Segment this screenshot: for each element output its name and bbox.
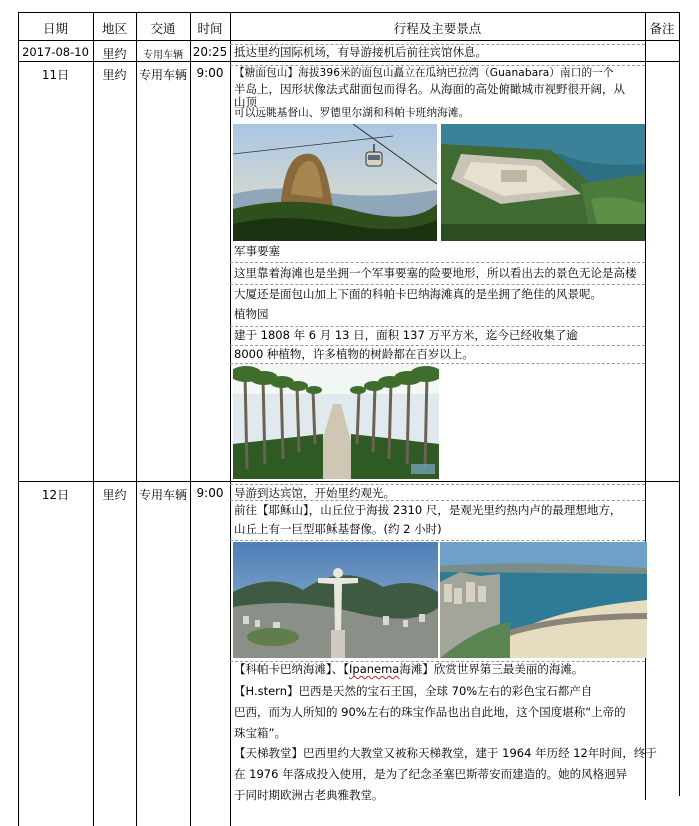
fort-title: 军事要塞 [234, 244, 280, 258]
fort-text-line: 大厦还是面包山加上下面的科帕卡巴纳海滩真的是坐拥了绝佳的风景呢。 [234, 287, 602, 301]
sugarloaf-text-line: 山顶 [234, 95, 257, 109]
text-guide-line [230, 284, 645, 285]
military-fort-photo [441, 124, 645, 241]
header-time: 时间 [197, 21, 223, 36]
beach-line-prefix: 【科帕卡巴纳海滩】、【 [234, 662, 349, 676]
row2-date: 11日 [41, 68, 70, 82]
hstern-text-line: 珠宝箱”。 [234, 726, 286, 740]
beach-line [234, 662, 583, 676]
header-date: 日期 [42, 21, 68, 36]
row-divider [18, 481, 680, 482]
garden-text-line: 建于 1808 年 6 月 13 日，面积 137 万平方米，迄今已经收集了逾 [234, 328, 578, 342]
row3-date: 12日 [41, 488, 70, 502]
sugarloaf-text-line: 半岛上，因形状像法式甜面包而得名。从海面的高处俯瞰城市视野很开阔，从 [234, 82, 625, 96]
text-guide-line [230, 345, 645, 346]
corcovado-text-line: 前往【耶稣山】，山丘位于海拔 2310 尺，是观光里约热内卢的最理想地方， [234, 503, 622, 517]
row3-time: 9:00 [196, 486, 224, 500]
fort-text-line: 这里靠着海滩也是坐拥一个军事要塞的险要地形，所以看出去的景色无论是高楼 [234, 266, 637, 280]
text-guide-line [230, 484, 645, 485]
text-guide-line [230, 500, 645, 501]
sugarloaf-text-line: 可以远眺基督山、罗德里尔湖和科帕卡班纳海滩。 [234, 107, 470, 119]
header-itinerary: 行程及主要景点 [393, 21, 482, 36]
row2-region: 里约 [102, 68, 127, 82]
cathedral-text-line: 【天梯教堂】巴西里约大教堂又被称天梯教堂，建于 1964 年历经 12年时间，终于 [234, 746, 657, 760]
row1-transport: 专用车辆 [143, 50, 183, 61]
table-border-top [18, 12, 680, 13]
column-divider [645, 12, 646, 800]
row2-time: 9:00 [196, 66, 224, 80]
garden-text-line: 8000 种植物，许多植物的树龄都在百岁以上。 [234, 347, 474, 361]
column-divider [136, 12, 137, 826]
row1-region: 里约 [102, 47, 127, 61]
corcovado-text-line: 山丘上有一巨型耶稣基督像。(约 2 小时) [234, 522, 442, 536]
row1-itinerary-text: 抵达里约国际机场，有导游接机后前往宾馆休息。 [234, 45, 487, 59]
row1-date: 2017-08-10 [22, 45, 89, 59]
table-border-right [679, 12, 680, 796]
header-region: 地区 [101, 21, 127, 36]
cathedral-text-line: 于同时期欧洲古老典雅教堂。 [234, 788, 384, 802]
row3-region: 里约 [102, 488, 127, 502]
text-guide-line [230, 262, 645, 263]
botanical-garden-photo [233, 364, 439, 479]
header-remarks: 备注 [649, 21, 675, 36]
text-guide-line [230, 326, 645, 327]
row3-transport: 专用车辆 [138, 488, 187, 502]
cathedral-text-line: 在 1976 年落成投入使用，是为了纪念圣塞巴斯蒂安而建造的。她的风格迥异 [234, 767, 628, 781]
header-divider [18, 40, 680, 41]
row1-time: 20:25 [192, 45, 228, 59]
column-divider [190, 12, 191, 826]
ipanema-word: Ipanema [349, 662, 400, 676]
column-divider [93, 12, 94, 826]
column-divider [230, 12, 231, 826]
header-transport: 交通 [150, 21, 176, 36]
beach-line-suffix: 海滩】欣赏世界第三最美丽的海滩。 [399, 662, 584, 676]
sugarloaf-text-line: 【糖面包山】海拔396米的面包山矗立在瓜纳巴拉湾（Guanabara）南口的一个 [234, 67, 614, 79]
sugarloaf-cable-car-photo [233, 124, 437, 241]
hstern-text-line: 巴西，而为人所知的 90%左右的珠宝作品也出自此地，这个国度堪称“上帝的 [234, 705, 626, 719]
text-guide-line [230, 540, 645, 541]
table-border-left [18, 12, 19, 826]
garden-title: 植物园 [234, 307, 269, 321]
christ-redeemer-photo [233, 542, 438, 658]
row2-transport: 专用车辆 [138, 68, 187, 82]
hstern-text-line: 【H.stern】巴西是天然的宝石王国，全球 70%左右的彩色宝石都产自 [234, 684, 593, 698]
text-guide-line [230, 65, 645, 66]
day12-intro: 导游到达宾馆，开始里约观光。 [234, 486, 395, 500]
copacabana-beach-photo [440, 542, 647, 658]
